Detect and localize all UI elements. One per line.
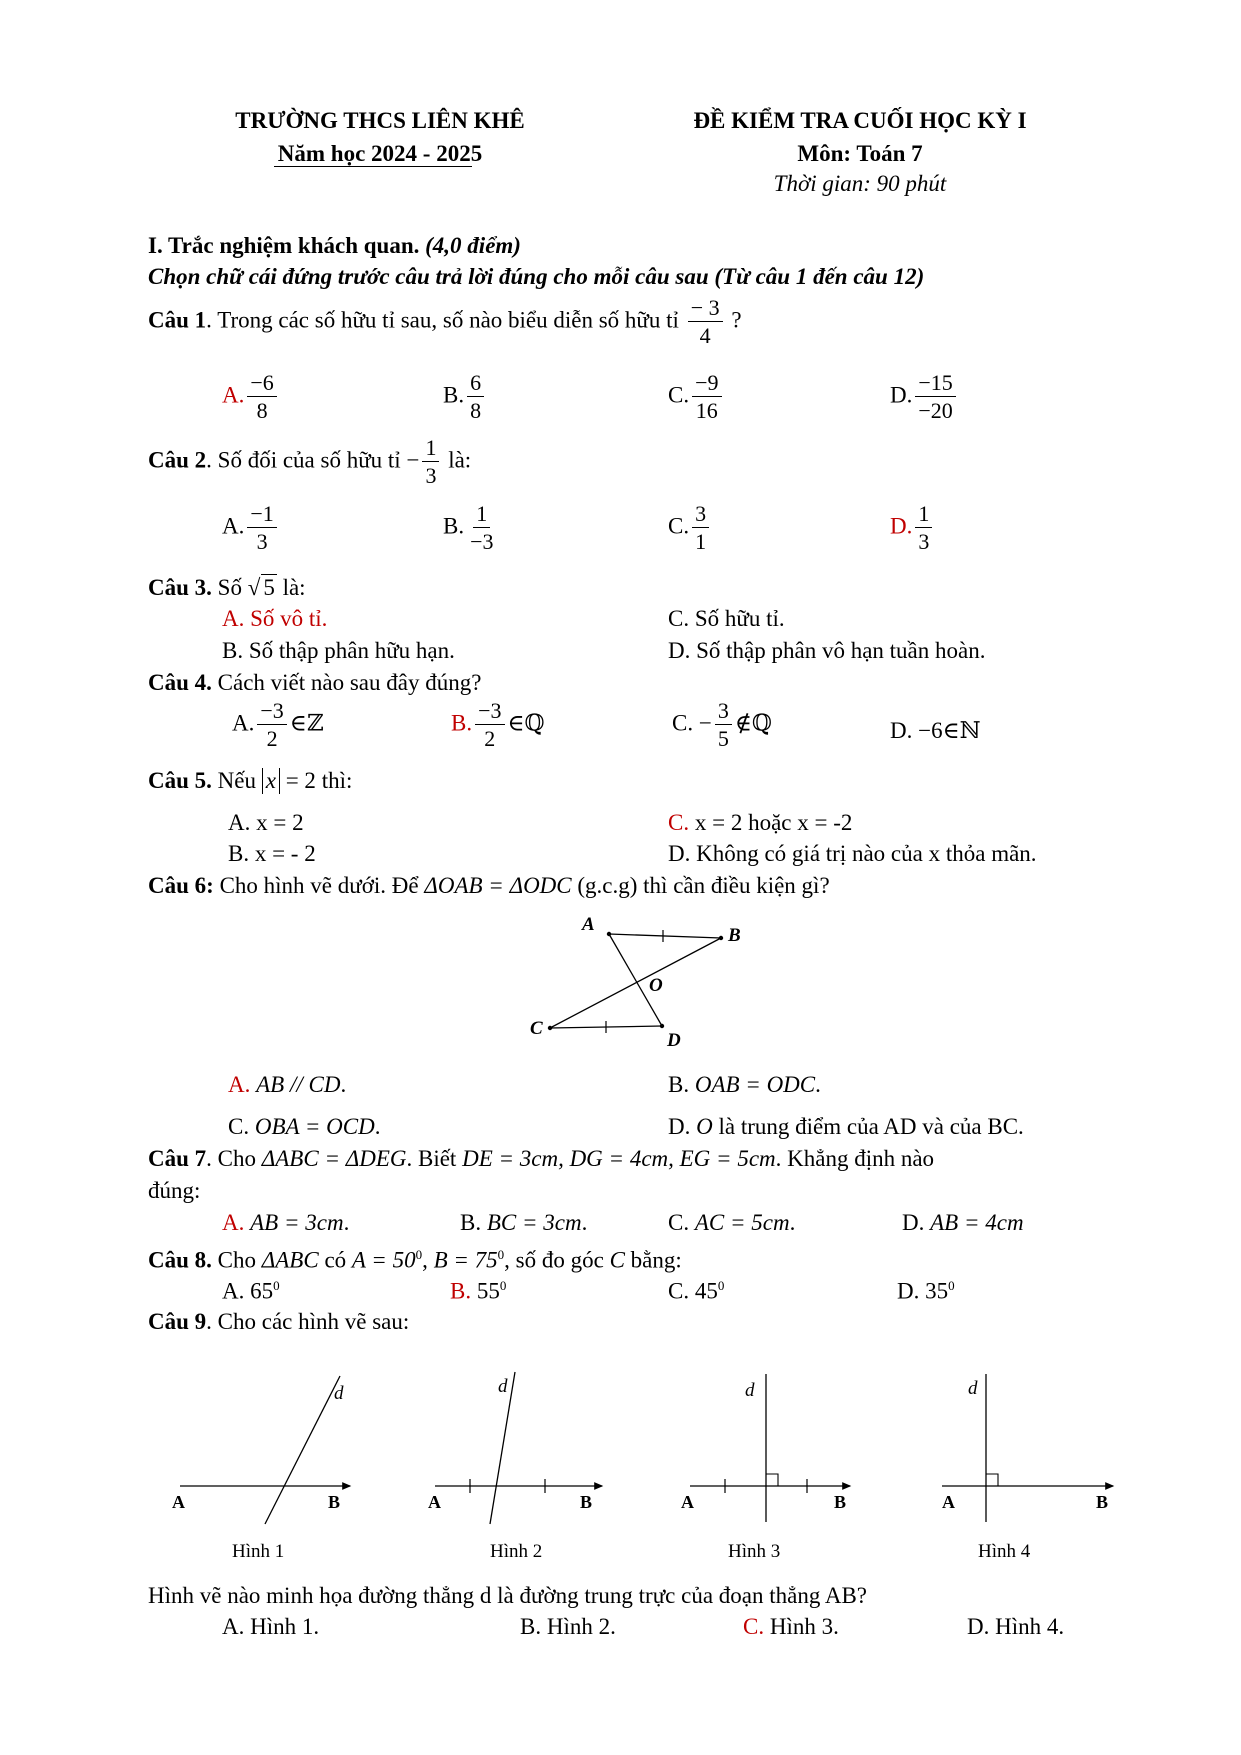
q9-figure-2: [428, 1372, 602, 1562]
header-underline: [274, 166, 472, 167]
svg-text:A: A: [681, 1492, 694, 1512]
question-6: Câu 6: Cho hình vẽ dưới. Để ΔOAB = ΔODC (g.c.g) thì cần điều kiện gì?: [148, 873, 830, 898]
question-7-cont: đúng:: [148, 1178, 201, 1203]
q6-segment-bc: [550, 938, 721, 1028]
q9-option-b[interactable]: B. Hình 2.: [520, 1614, 616, 1639]
q8-option-a[interactable]: A. $65^0$: [222, 1278, 280, 1304]
svg-text:A: A: [172, 1492, 185, 1512]
exam-subject: Môn: Toán 7: [797, 141, 923, 166]
section-instruction: Chọn chữ cái đứng trước câu trả lời đúng cho mỗi câu sau (Từ câu 1 đến câu 12): [148, 264, 925, 289]
q9-option-c[interactable]: C. Hình 3.: [743, 1614, 839, 1639]
q8-option-b[interactable]: B. $55^0$: [450, 1278, 507, 1304]
q3-option-d[interactable]: D. Số thập phân vô hạn tuần hoàn.: [668, 638, 986, 663]
svg-text:B: B: [1096, 1492, 1109, 1512]
q2-option-d[interactable]: D. $\frac{1}{3}$: [890, 503, 935, 553]
question-7: Câu 7. Cho ΔABC = ΔDEG. Biết DE = 3cm, DG = 4cm, EG = 5cm. Khẳng định nào: [148, 1146, 935, 1171]
q7-option-b[interactable]: B. BC = 3cm.: [460, 1210, 588, 1235]
question-5: Câu 5. Nếu x = 2 thì:: [148, 768, 353, 793]
q6-label-c: C: [530, 1018, 543, 1039]
q9-option-d[interactable]: D. Hình 4.: [967, 1614, 1065, 1639]
q9-figure-1: [172, 1376, 350, 1562]
q6-label-d: D: [667, 1030, 681, 1048]
q5-option-b[interactable]: B. x = - 2: [228, 841, 316, 866]
q6-point-a: [607, 932, 611, 936]
svg-text:d: d: [498, 1376, 508, 1397]
q1-option-c[interactable]: C. $\frac{-9}{16}$: [668, 372, 725, 422]
q4-option-d[interactable]: D. −6∈ℕ: [890, 718, 981, 743]
q4-option-c[interactable]: C. − $\frac{3}{5}$ ∉ℚ: [672, 698, 772, 751]
q6-option-c[interactable]: C. OBA = OCD.: [228, 1114, 381, 1139]
question-9-prompt: Hình vẽ nào minh họa đường thẳng d là đường trung trực của đoạn thẳng AB?: [148, 1583, 867, 1608]
q8-option-c[interactable]: C. $45^0$: [668, 1278, 725, 1304]
q9-option-a[interactable]: A. Hình 1.: [222, 1614, 320, 1639]
exam-time: Thời gian: 90 phút: [773, 171, 947, 196]
question-1: Câu 1. Trong các số hữu tỉ sau, số nào biểu diễn số hữu tỉ $\frac{- 3}{4}$ ?: [148, 295, 742, 348]
q6-point-d: [660, 1024, 664, 1028]
q6-figure: [520, 908, 760, 1048]
svg-text:A: A: [428, 1492, 441, 1512]
svg-text:d: d: [968, 1378, 978, 1399]
q6-label-a: A: [582, 914, 595, 935]
q6-point-c: [548, 1026, 552, 1030]
q9-figures: [160, 1352, 1160, 1572]
q1-option-b[interactable]: B. $\frac{6}{8}$: [443, 372, 487, 422]
q6-point-b: [719, 936, 723, 940]
svg-text:Hình 1: Hình 1: [232, 1541, 285, 1562]
svg-text:d: d: [334, 1383, 344, 1404]
q9-figure-4: [942, 1374, 1113, 1562]
svg-text:Hình 4: Hình 4: [978, 1541, 1031, 1562]
question-3: Câu 3. Số √ 5 là:: [148, 575, 306, 600]
svg-text:Hình 3: Hình 3: [728, 1541, 781, 1562]
school-name: TRƯỜNG THCS LIÊN KHÊ: [235, 108, 525, 133]
question-8: Câu 8. Cho ΔABC có $A = 50^0$, $B = 75^0$, số đo góc C bằng:: [148, 1247, 682, 1273]
q6-option-b[interactable]: B. OAB = ODC.: [668, 1072, 821, 1097]
exam-title: ĐỀ KIỂM TRA CUỐI HỌC KỲ I: [693, 108, 1027, 133]
q1-option-d[interactable]: D. $\frac{-15}{-20}$: [890, 372, 959, 422]
section-title: I. Trắc nghiệm khách quan. (4,0 điểm): [148, 233, 521, 258]
q3-option-c[interactable]: C. Số hữu tỉ.: [668, 606, 785, 631]
svg-text:B: B: [834, 1492, 847, 1512]
q4-option-b[interactable]: B. $\frac{-3}{2}$ ∈ℚ: [451, 698, 545, 751]
q2-option-b[interactable]: B. $\frac{1}{-3}$: [443, 501, 494, 554]
q5-option-c[interactable]: C. x = 2 hoặc x = -2: [668, 810, 853, 835]
q6-label-b: B: [728, 925, 741, 946]
q6-option-d[interactable]: D. O là trung điểm của AD và của BC.: [668, 1114, 1024, 1139]
svg-text:B: B: [328, 1492, 341, 1512]
question-2: Câu 2. Số đối của số hữu tỉ − $\frac{1}{3}$ là:: [148, 435, 472, 488]
q3-option-a[interactable]: A. Số vô tỉ.: [222, 606, 328, 631]
q3-option-b[interactable]: B. Số thập phân hữu hạn.: [222, 638, 455, 663]
question-4: Câu 4. Cách viết nào sau đây đúng?: [148, 670, 482, 695]
q5-option-a[interactable]: A. x = 2: [228, 810, 304, 835]
q1-option-a[interactable]: A. $\frac{-6}{8}$: [222, 372, 280, 422]
question-9: Câu 9. Cho các hình vẽ sau:: [148, 1309, 410, 1334]
q2-option-c[interactable]: C. $\frac{3}{1}$: [668, 503, 712, 553]
svg-text:Hình 2: Hình 2: [490, 1541, 543, 1562]
svg-text:d: d: [745, 1380, 755, 1401]
q9-figure-3: [681, 1374, 850, 1562]
svg-text:A: A: [942, 1492, 955, 1512]
q8-option-d[interactable]: D. $35^0$: [897, 1278, 955, 1304]
q5-option-d[interactable]: D. Không có giá trị nào của x thỏa mãn.: [668, 841, 1037, 866]
q6-option-a[interactable]: A. AB // CD.: [228, 1072, 347, 1097]
q7-option-c[interactable]: C. AC = 5cm.: [668, 1210, 796, 1235]
svg-text:B: B: [580, 1492, 593, 1512]
q6-segment-ab: [609, 934, 721, 938]
q7-option-d[interactable]: D. AB = 4cm: [902, 1210, 1024, 1235]
q6-label-o: O: [649, 975, 663, 996]
q4-option-a[interactable]: A. $\frac{-3}{2}$ ∈ℤ: [232, 698, 324, 751]
school-year: Năm học 2024 - 2025: [277, 141, 483, 166]
q2-option-a[interactable]: A. $\frac{-1}{3}$: [222, 503, 280, 553]
q7-option-a[interactable]: A. AB = 3cm.: [222, 1210, 350, 1235]
